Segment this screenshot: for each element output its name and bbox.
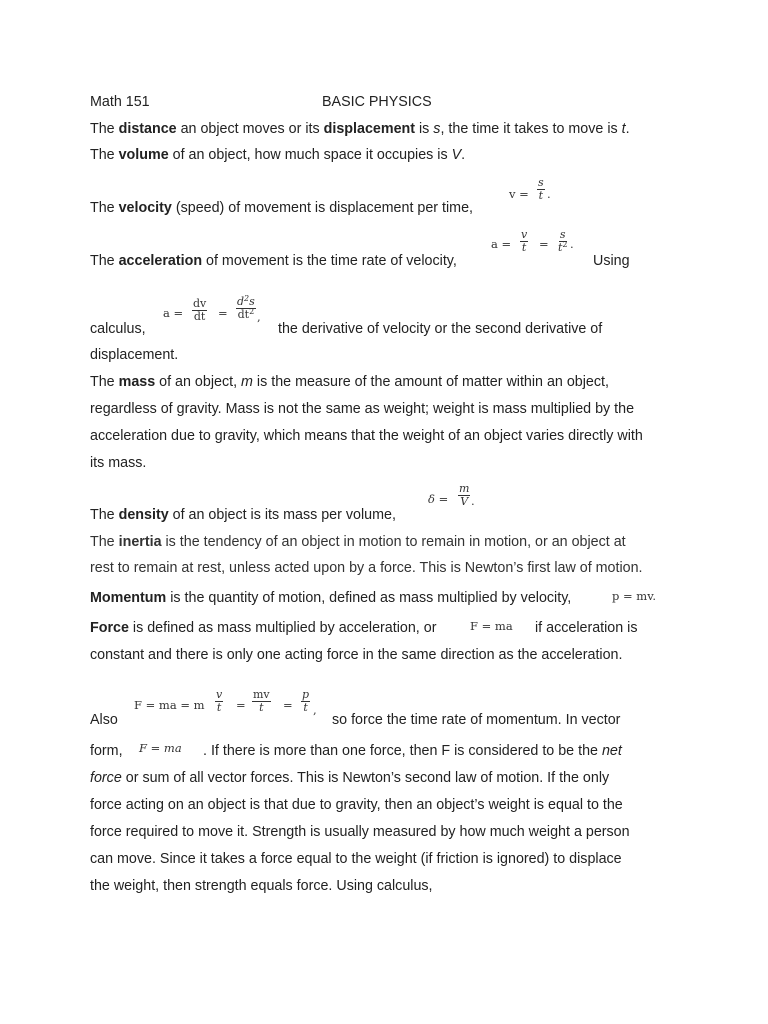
calculus-equals-2: = xyxy=(218,306,228,320)
paragraph-force: Force is defined as mass multiplied by acceleration, or xyxy=(90,620,437,636)
calculus-fraction-d2s-dt2: $\frac{d^2s}{dt^2}$ xyxy=(237,294,255,321)
density-fraction: $\frac{m}{V}$ xyxy=(459,482,470,508)
course-label: Math 151 xyxy=(90,94,150,110)
acceleration-equation-lhs: a = xyxy=(491,237,512,251)
density-equation-lhs: δ = xyxy=(428,492,449,506)
momentum-rate-fraction-mv-t: $\frac{mv}{t}$ xyxy=(253,688,270,714)
acceleration-fraction-v-t: $\frac{v}{t}$ xyxy=(521,228,528,254)
paragraph-velocity: The velocity (speed) of movement is displacement per time, xyxy=(90,200,474,216)
paragraph-strength: force required to move it. Strength is usually measured by how much weight a person xyxy=(90,824,630,840)
form-word: form, xyxy=(90,743,123,759)
paragraph-vector: . If there is more than one force, then F is considered to be the net xyxy=(203,743,622,759)
paragraph-mass-2: regardless of gravity. Mass is not the same as weight; weight is mass multiplied by the xyxy=(90,401,635,417)
velocity-fraction: $\frac{s}{t}$ xyxy=(538,176,544,202)
paragraph-density: The density of an object is its mass per volume, xyxy=(90,507,396,523)
paragraph-strength-3: the weight, then strength equals force. Using calculus, xyxy=(90,878,433,894)
calculus-word: calculus, xyxy=(90,321,146,337)
calculus-equation-lhs: a = xyxy=(163,306,184,320)
acceleration-equals-2: = xyxy=(539,237,549,251)
using-word: Using xyxy=(593,253,630,269)
momentum-equation: p = mv. xyxy=(612,589,657,603)
velocity-equation-lhs: v = xyxy=(509,187,529,201)
momentum-rate-fraction-v-t: $\frac{v}{t}$ xyxy=(216,688,223,714)
momentum-rate-equals-2: = xyxy=(236,698,246,712)
paragraph-newton-second: force or sum of all vector forces. This is Newton’s second law of motion. If the only xyxy=(90,770,610,786)
force-equation: F = ma xyxy=(470,619,513,633)
paragraph-distance: The distance an object moves or its displacement is s, the time it takes to move is t. xyxy=(90,121,630,137)
calculus-fraction-dv-dt: $\frac{dv}{dt}$ xyxy=(193,297,207,323)
paragraph-mass-4: its mass. xyxy=(90,455,147,471)
paragraph-force-cont: if acceleration is xyxy=(535,620,638,636)
paragraph-acceleration: The acceleration of movement is the time rate of velocity, xyxy=(90,253,457,269)
calculus-equation-end: , xyxy=(257,310,261,324)
paragraph-inertia-2: rest to remain at rest, unless acted upon by a force. This is Newton’s first law of motion. xyxy=(90,560,643,576)
paragraph-gravity: force acting on an object is that due to gravity, then an object’s weight is equal to the xyxy=(90,797,623,813)
paragraph-displacement: displacement. xyxy=(90,347,179,363)
paragraph-derivative: the derivative of velocity or the second derivative of xyxy=(278,321,603,337)
momentum-rate-equation-lhs: F = ma = m xyxy=(134,698,205,712)
paragraph-momentum: Momentum is the quantity of motion, defined as mass multiplied by velocity, xyxy=(90,590,572,606)
page-title: BASIC PHYSICS xyxy=(322,94,432,110)
momentum-rate-equation-end: , xyxy=(313,703,317,717)
paragraph-mass-3: acceleration due to gravity, which means that the weight of an object varies directly with xyxy=(90,428,643,444)
paragraph-also: so force the time rate of momentum. In vector xyxy=(332,712,621,728)
velocity-equation-end: . xyxy=(547,187,551,201)
acceleration-equation-end: . xyxy=(570,237,574,251)
paragraph-volume: The volume of an object, how much space it occupies is V. xyxy=(90,147,466,163)
acceleration-fraction-s-t2: $\frac{s}{t^2}$ xyxy=(558,228,568,254)
paragraph-strength-2: can move. Since it takes a force equal to the weight (if friction is ignored) to displace xyxy=(90,851,622,867)
momentum-rate-equals-3: = xyxy=(283,698,293,712)
paragraph-force-2: constant and there is only one acting force in the same direction as the acceleration. xyxy=(90,647,623,663)
also-word: Also xyxy=(90,712,118,728)
vector-force-equation: F = ma xyxy=(139,741,182,755)
paragraph-mass: The mass of an object, m is the measure of the amount of matter within an object, xyxy=(90,374,609,390)
momentum-rate-fraction-p-t: $\frac{p}{t}$ xyxy=(302,688,310,714)
paragraph-inertia: The inertia is the tendency of an object in motion to remain in motion, or an object at xyxy=(90,534,626,550)
density-equation-end: . xyxy=(471,494,475,508)
